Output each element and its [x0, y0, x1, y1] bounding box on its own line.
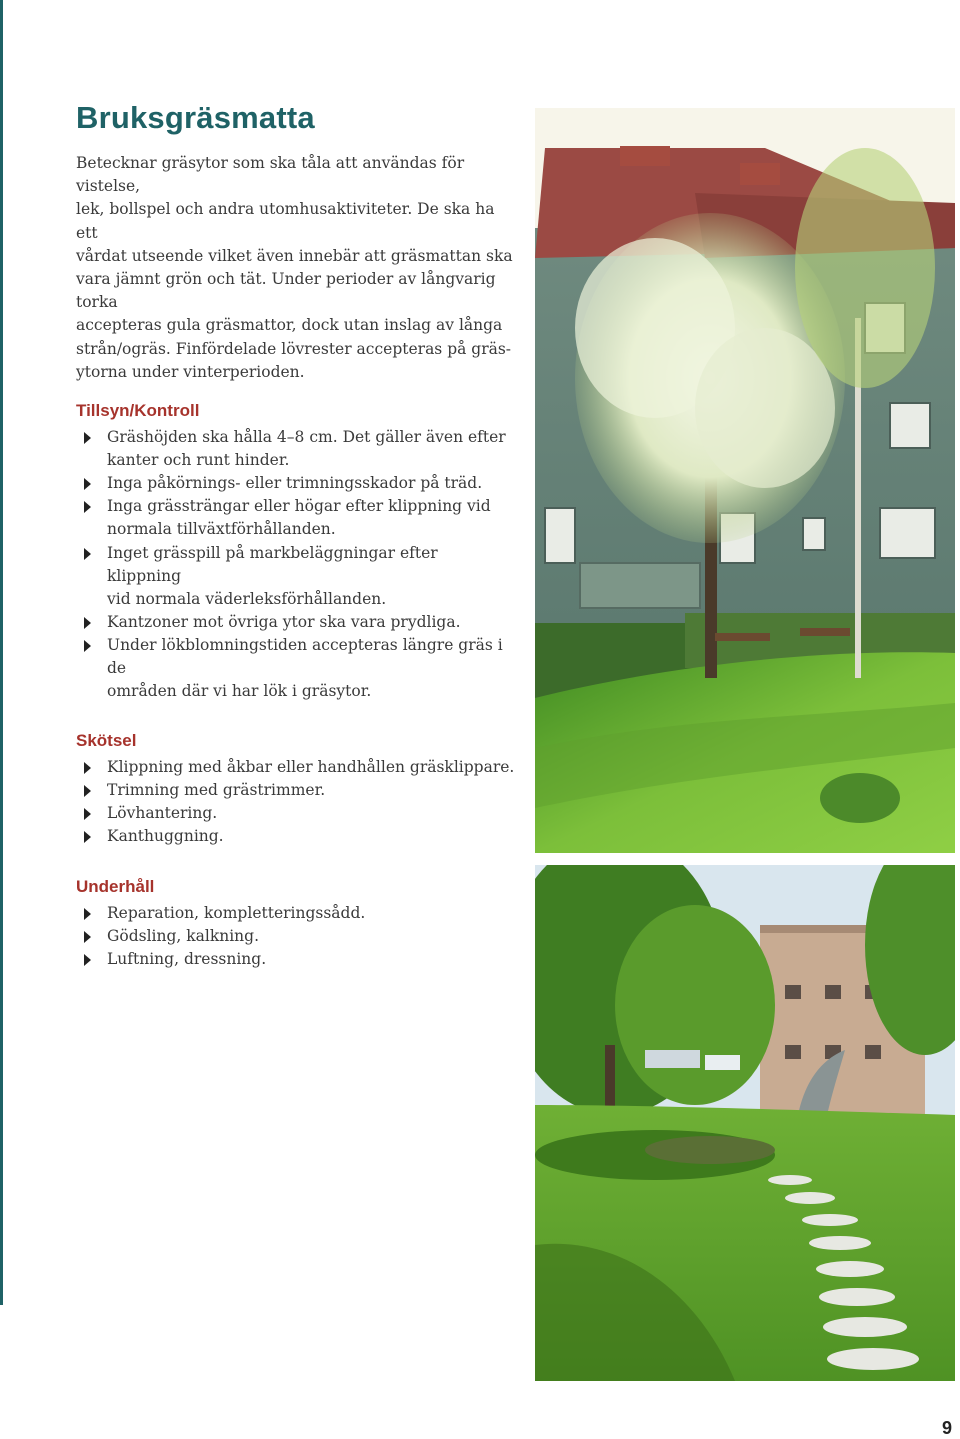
bullet-triangle-icon — [84, 640, 91, 652]
bullet-triangle-icon — [84, 501, 91, 513]
bullet-triangle-icon — [84, 478, 91, 490]
left-margin-rule — [0, 0, 3, 1305]
page-title: Bruksgräsmatta — [76, 100, 315, 135]
bullet-triangle-icon — [84, 785, 91, 797]
section-heading-inspection: Tillsyn/Kontroll — [76, 401, 200, 421]
intro-line: lek, bollspel och andra utomhusaktiviteter. De ska ha ett — [76, 200, 495, 242]
photo-park-path — [535, 865, 955, 1381]
list-item: Inga grässträngar eller högar efter klippning vid normala tillväxtförhållanden. — [76, 495, 516, 541]
bullet-triangle-icon — [84, 808, 91, 820]
photo-building-lawn-image — [535, 108, 955, 853]
bullet-triangle-icon — [84, 908, 91, 920]
list-item: Inget grässpill på markbeläggningar efter klippning vid normala väderleksförhållanden. — [76, 542, 516, 611]
text-column — [76, 100, 516, 971]
section-maintenance — [76, 877, 516, 971]
intro-paragraph — [76, 152, 516, 384]
intro-line: vara jämnt grön och tät. Under perioder av långvarig torka — [76, 270, 496, 312]
list-item: Kanthuggning. — [76, 825, 516, 848]
list-item: Luftning, dressning. — [76, 948, 516, 971]
inspection-list — [76, 426, 516, 703]
bullet-triangle-icon — [84, 548, 91, 560]
bullet-triangle-icon — [84, 954, 91, 966]
bullet-triangle-icon — [84, 931, 91, 943]
intro-line: Betecknar gräsytor som ska tåla att användas för vistelse, — [76, 154, 465, 196]
bullet-triangle-icon — [84, 831, 91, 843]
list-item: Reparation, kompletteringssådd. — [76, 902, 516, 925]
section-care — [76, 731, 516, 848]
section-heading-care: Skötsel — [76, 731, 137, 751]
list-item: Klippning med åkbar eller handhållen gräsklippare. — [76, 756, 516, 779]
maintenance-list — [76, 902, 516, 971]
section-heading-maintenance: Underhåll — [76, 876, 155, 896]
list-item: Under lökblomningstiden accepteras längre gräs i de områden där vi har lök i gräsytor. — [76, 634, 516, 703]
bullet-triangle-icon — [84, 432, 91, 444]
intro-line: vårdat utseende vilket även innebär att gräsmattan ska — [76, 246, 513, 265]
list-item: Gräshöjden ska hålla 4–8 cm. Det gäller även efter kanter och runt hinder. — [76, 426, 516, 472]
list-item: Kantzoner mot övriga ytor ska vara prydliga. — [76, 611, 516, 634]
bullet-triangle-icon — [84, 762, 91, 774]
care-list — [76, 756, 516, 848]
list-item: Lövhantering. — [76, 802, 516, 825]
photo-building-lawn — [535, 108, 955, 853]
bullet-triangle-icon — [84, 617, 91, 629]
list-item: Gödsling, kalkning. — [76, 925, 516, 948]
intro-line: strån/ogräs. Finfördelade lövrester accepteras på gräs- — [76, 339, 512, 358]
intro-line: accepteras gula gräsmattor, dock utan inslag av långa — [76, 316, 503, 335]
page-number: 9 — [941, 1418, 952, 1438]
list-item: Inga påkörnings- eller trimningsskador på träd. — [76, 472, 516, 495]
intro-line: ytorna under vinterperioden. — [76, 362, 305, 381]
photo-park-path-image — [535, 865, 955, 1381]
section-inspection — [76, 401, 516, 703]
list-item: Trimning med grästrimmer. — [76, 779, 516, 802]
